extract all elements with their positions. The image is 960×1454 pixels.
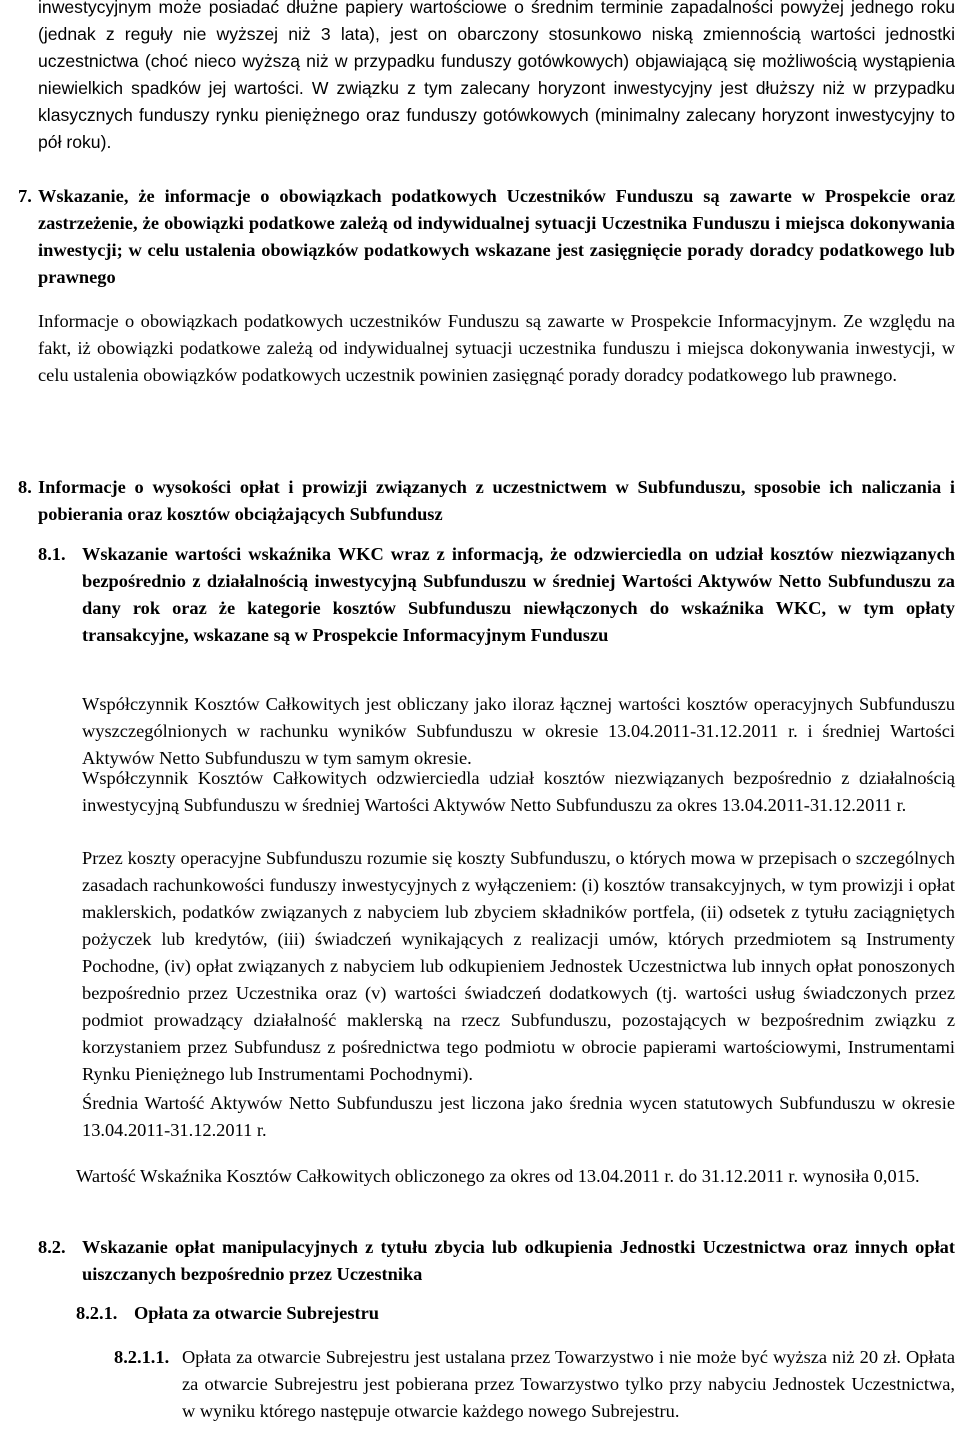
section-8-2-1-heading: Opłata za otwarcie Subrejestru <box>134 1303 380 1323</box>
section-8-1-heading: Wskazanie wartości wskaźnika WKC wraz z informacją, że odzwierciedla on udział kosztów niezwiązanych bezpośrednio z działalnością inwestycyjną Subfunduszu w średniej Wartości Aktywów Netto Subfunduszu za dany rok oraz że kategorie kosztów Subfunduszu niewłączonych do wskaźnika WKC, w tym opłaty transakcyjne, wskazane są w Prospekcie Informacyjnym Funduszu <box>82 544 955 645</box>
section-8-2-heading: Wskazanie opłat manipulacyjnych z tytułu zbycia lub odkupienia Jednostki Uczestnictwa oraz innych opłat uiszczanych bezpośrednio przez Uczestnika <box>82 1237 955 1284</box>
intro-paragraph: inwestycyjnym może posiadać dłużne papiery wartościowe o średnim terminie zapadalności powyżej jednego roku (jednak z reguły nie wyższej niż 3 lata), jest on obarczony stosunkowo niską zmiennością wartości jednostki uczestnictwa (choć nieco wyższą niż w przypadku funduszy gotówkowych) objawiającą się możliwością wystąpienia niewielkich spadków jej wartości. W związku z tym zalecany horyzont inwestycyjny jest dłuższy niż w przypadku klasycznych funduszy rynku pieniężnego oraz funduszy gotówkowych (minimalny zalecany horyzont inwestycyjny to pół roku). <box>38 0 955 152</box>
section-7-body: Informacje o obowiązkach podatkowych uczestników Funduszu są zawarte w Prospekcie Informacyjnym. Ze względu na fakt, iż obowiązki podatkowe zależą od indywidualnej sytuacji uczestnika funduszu i miejsca dokonywania inwestycji, w celu ustalenia obowiązków podatkowych uczestnik powinien zasięgnąć porady doradcy podatkowego lub prawnego. <box>38 311 955 385</box>
wkc-calculation-paragraph: Współczynnik Kosztów Całkowitych jest obliczany jako iloraz łącznej wartości kosztów operacyjnych Subfunduszu wyszczególnionych w rachunku wyników Subfunduszu w okresie 13.04.2011-31.12.2011 r. i średniej Wartości Aktywów Netto Subfunduszu w tym samym okresie. <box>82 694 955 768</box>
section-7-heading: Wskazanie, że informacje o obowiązkach podatkowych Uczestników Funduszu są zawarte w Prospekcie oraz zastrzeżenie, że obowiązki podatkowe zależą od indywidualnej sytuacji Uczestnika Funduszu i miejsca dokonywania inwestycji; w celu ustalenia obowiązków podatkowych wskazane jest zasięgnięcie porady doradcy podatkowego lub prawnego <box>38 186 955 287</box>
wkc-value-paragraph: Wartość Wskaźnika Kosztów Całkowitych obliczonego za okres od 13.04.2011 r. do 31.12.2011 r. wynosiła 0,015. <box>76 1166 920 1186</box>
section-8-number: 8. <box>18 477 32 497</box>
operating-costs-paragraph: Przez koszty operacyjne Subfunduszu rozumie się koszty Subfunduszu, o których mowa w przepisach o szczególnych zasadach rachunkowości funduszy inwestycyjnych z wyłączeniem: (i) kosztów transakcyjnych, w tym prowizji i opłat maklerskich, podatków związanych z nabyciem lub zbyciem składników portfela, (ii) odsetek z tytułu zaciągniętych pożyczek lub kredytów, (iii) świadczeń wynikających z realizacji umów, których przedmiotem są Instrumenty Pochodne, (iv) opłat związanych z nabyciem lub odkupieniem Jednostek Uczestnictwa lub innych opłat ponoszonych bezpośrednio przez Uczestnika oraz (v) wartości świadczeń dodatkowych (tj. wartości usług świadczonych przez podmiot prowadzący działalność maklerską na rzecz Subfunduszu, pozostających w bezpośrednim związku z korzystaniem przez Subfundusz z pośrednictwa tego podmiotu w obrocie papierami wartościowymi, Instrumentami Rynku Pieniężnego lub Instrumentami Pochodnymi). <box>82 848 955 1084</box>
average-nav-paragraph: Średnia Wartość Aktywów Netto Subfunduszu jest liczona jako średnia wycen statutowych Subfunduszu w okresie 13.04.2011-31.12.2011 r. <box>82 1093 955 1140</box>
section-7-number: 7. <box>18 186 32 206</box>
section-8-2-1-1-body: Opłata za otwarcie Subrejestru jest ustalana przez Towarzystwo i nie może być wyższa niż 20 zł. Opłata za otwarcie Subrejestru jest pobierana przez Towarzystwo tylko przy nabyciu Jednostek Uczestnictwa, w wyniku którego następuje otwarcie każdego nowego Subrejestru. <box>182 1347 955 1421</box>
section-8-2-number: 8.2. <box>38 1237 66 1257</box>
wkc-definition-paragraph: Współczynnik Kosztów Całkowitych odzwierciedla udział kosztów niezwiązanych bezpośrednio z działalnością inwestycyjną Subfunduszu w średniej Wartości Aktywów Netto Subfunduszu za okres 13.04.2011-31.12.2011 r. <box>82 768 955 815</box>
section-8-1-number: 8.1. <box>38 544 66 564</box>
section-8-2-1-1-number: 8.2.1.1. <box>114 1347 170 1367</box>
section-8-2-1-number: 8.2.1. <box>76 1303 118 1323</box>
section-8-heading: Informacje o wysokości opłat i prowizji związanych z uczestnictwem w Subfunduszu, sposobie ich naliczania i pobierania oraz kosztów obciążających Subfundusz <box>38 477 955 524</box>
